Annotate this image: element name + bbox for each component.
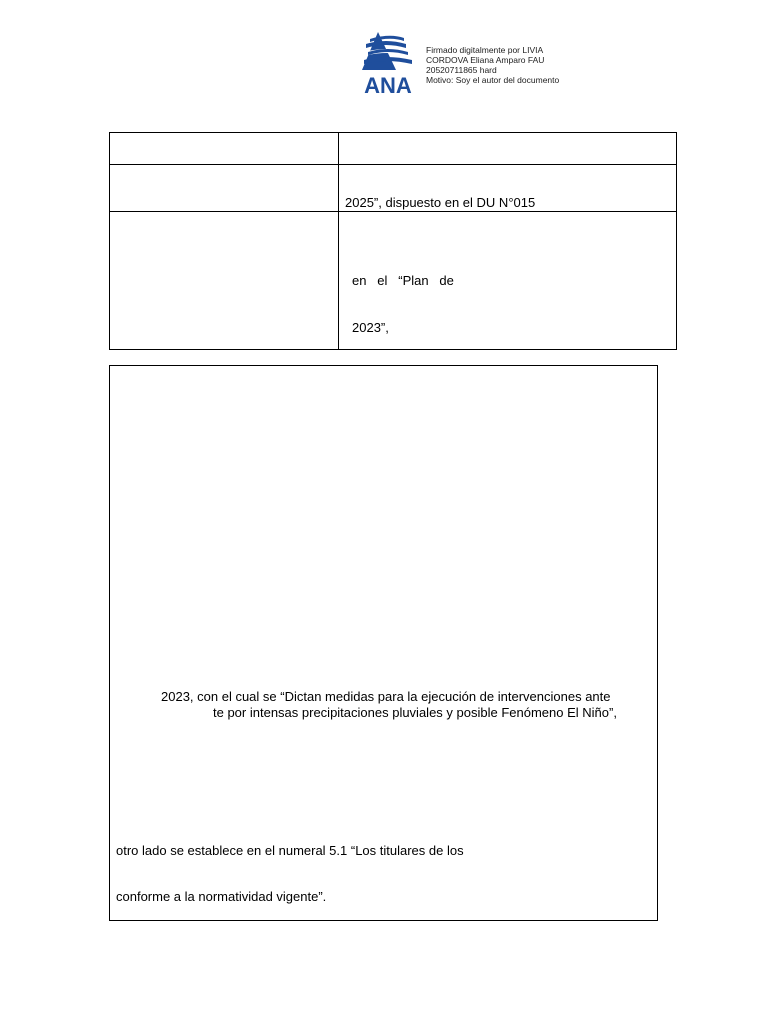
paragraph-line: 2023, con el cual se “Dictan medidas para la ejecución de intervenciones ante (161, 689, 611, 704)
content-box (109, 365, 658, 921)
logo-text: ANA (364, 73, 412, 96)
paragraph-line: otro lado se establece en el numeral 5.1 “Los titulares de los (116, 843, 464, 858)
signature-line: Motivo: Soy el autor del documento (426, 75, 560, 85)
paragraph-line: conforme a la normatividad vigente”. (116, 889, 327, 904)
table-cell-text: en el “Plan de (352, 273, 454, 288)
table-cell-text: 2025”, dispuesto en el DU N°015 (345, 195, 536, 210)
ana-logo (356, 30, 420, 96)
column-divider (338, 133, 339, 349)
signature-line: CORDOVA Eliana Amparo FAU (426, 55, 545, 65)
signature-line: Firmado digitalmente por LIVIA (426, 45, 544, 55)
table-cell-text: 2023”, (352, 320, 389, 335)
info-table (109, 132, 677, 350)
digital-signature (426, 45, 559, 85)
signature-line: 20520711865 hard (426, 65, 497, 75)
table-row (110, 133, 676, 165)
paragraph-line: te por intensas precipitaciones pluviales y posible Fenómeno El Niño”, (213, 705, 617, 720)
